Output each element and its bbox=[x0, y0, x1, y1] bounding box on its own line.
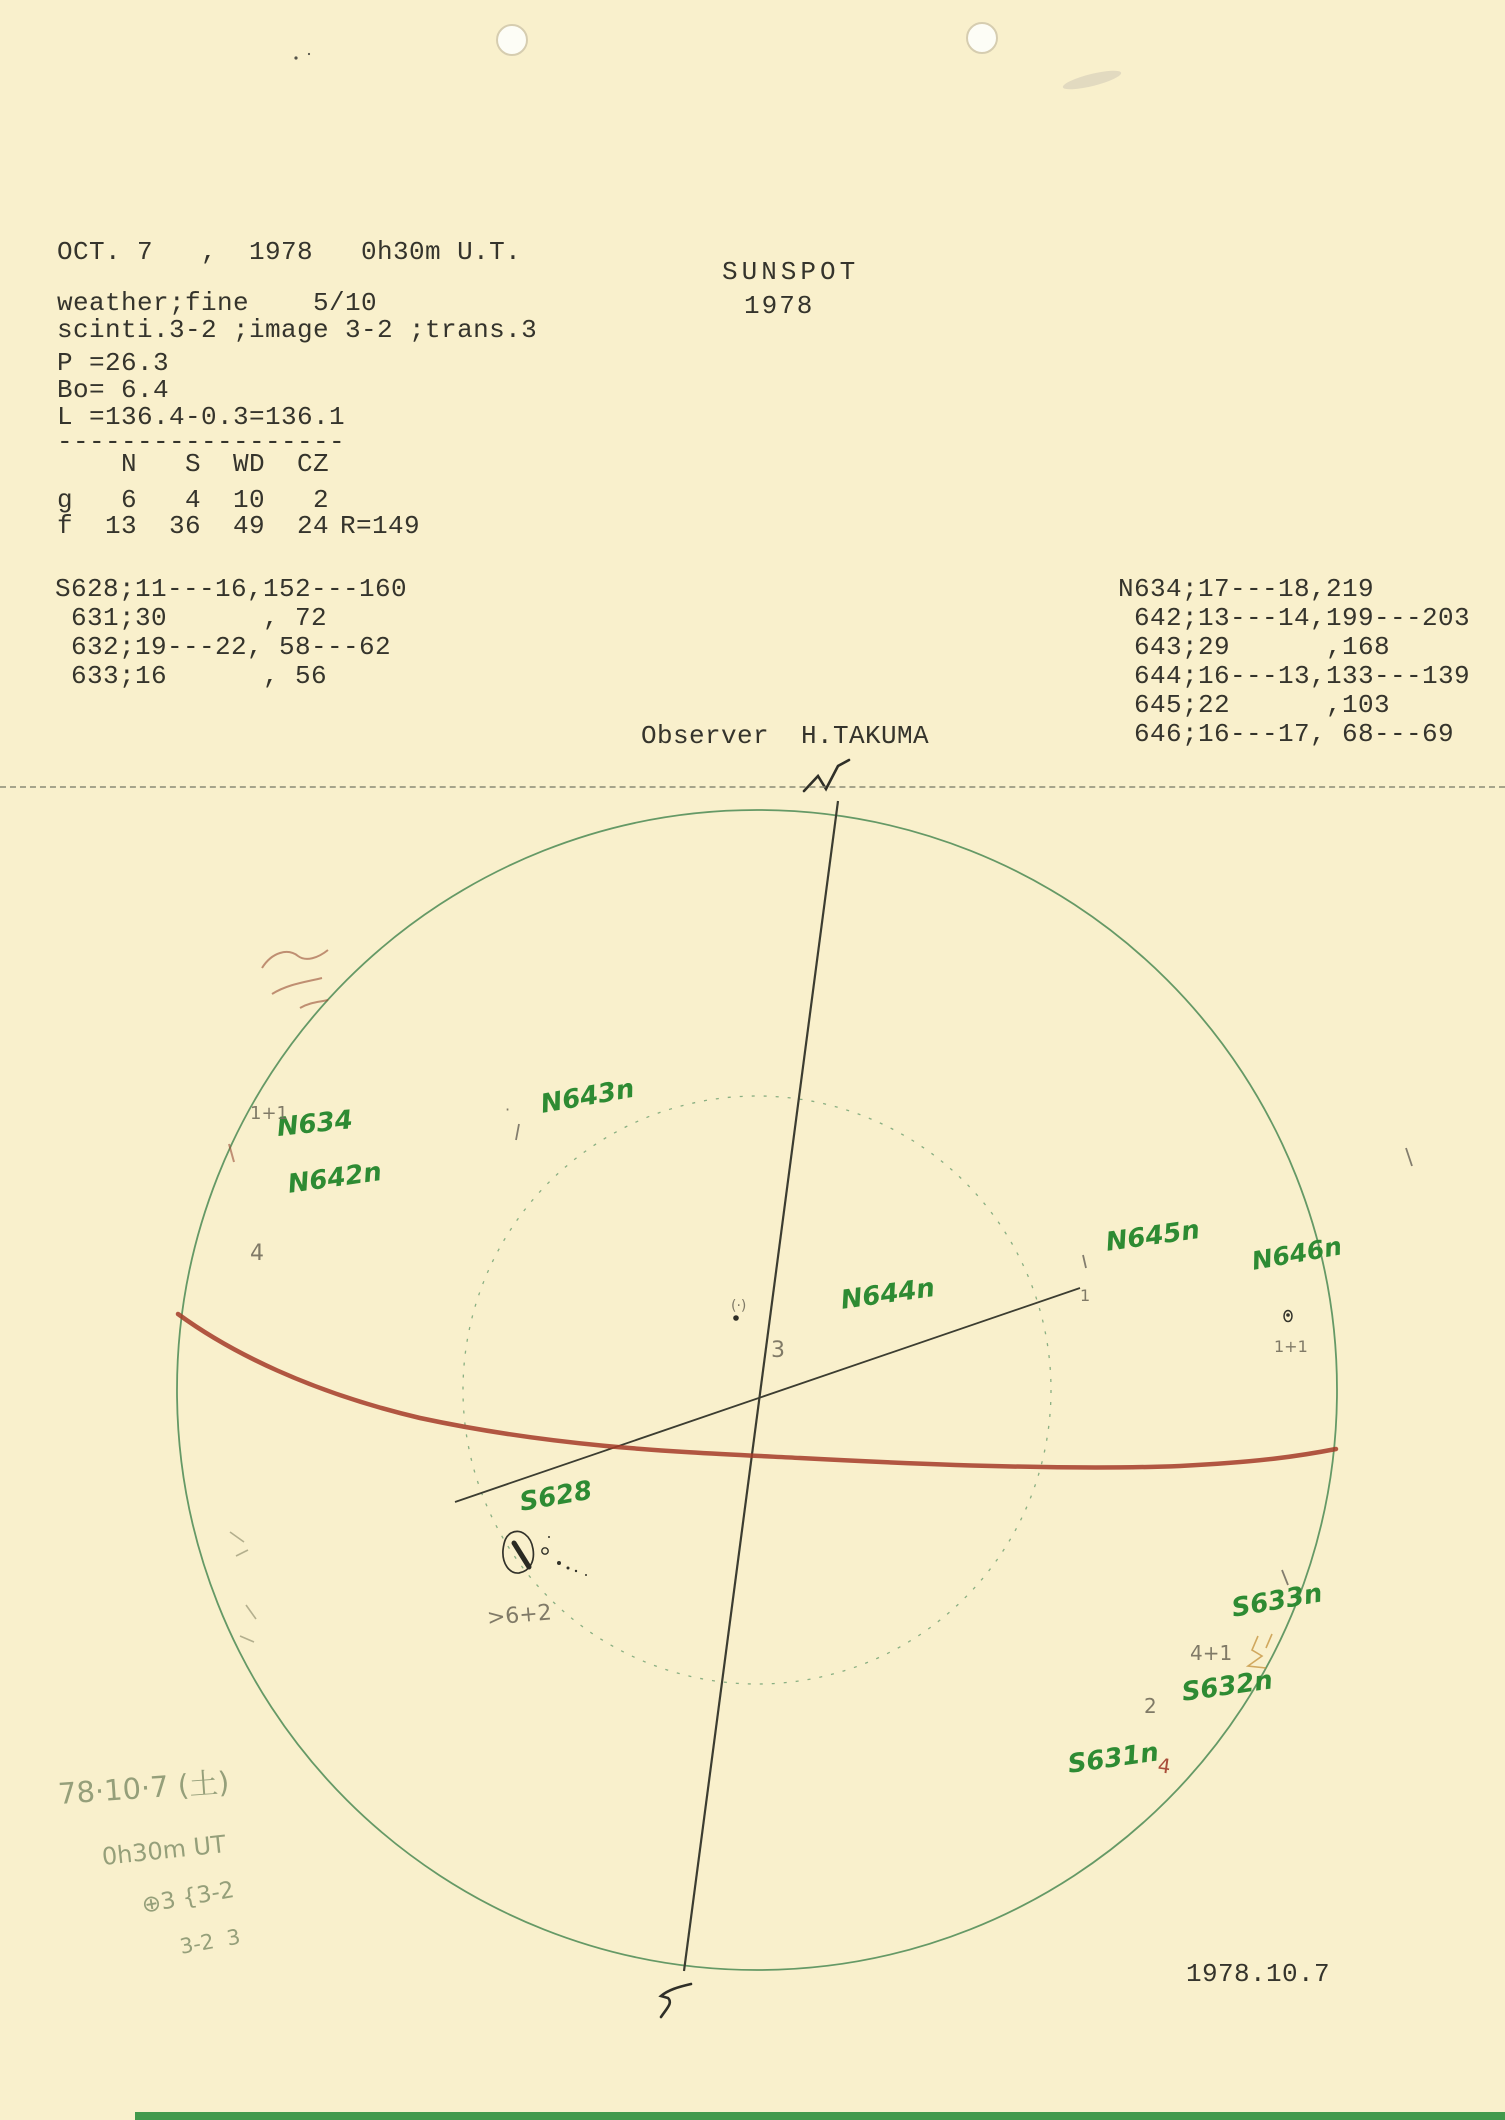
north-group-line: 642;13---14,199---203 bbox=[1118, 603, 1471, 633]
equator-axis-line bbox=[455, 1288, 1080, 1502]
pencil-count-1plus1-left: 1+1 bbox=[250, 1103, 288, 1124]
paper-speck bbox=[294, 56, 297, 59]
equator-red-line bbox=[178, 1314, 1336, 1468]
region-label-n646: N646n bbox=[1249, 1231, 1345, 1276]
sheet-title: SUNSPOT bbox=[722, 257, 860, 287]
region-label-s631: S631n bbox=[1065, 1737, 1161, 1780]
region-label-n643: N643n bbox=[538, 1073, 637, 1120]
scan-smudge bbox=[1061, 67, 1122, 93]
pencil-count-4: 4 bbox=[250, 1241, 264, 1266]
south-group-line: 632;19---22, 58---62 bbox=[55, 632, 392, 662]
paper-speck bbox=[308, 53, 310, 55]
rotation-axis-line bbox=[684, 801, 838, 1971]
stats-table-row-f: f 13 36 49 24 bbox=[57, 511, 330, 541]
region-label-s628: S628 bbox=[517, 1475, 595, 1518]
south-mark-squiggle bbox=[661, 1984, 691, 2017]
pencil-count-4plus1: 4+1 bbox=[1190, 1641, 1233, 1665]
north-group-line: 645;22 ,103 bbox=[1118, 690, 1391, 720]
pencil-dot-mark: · bbox=[505, 1100, 511, 1119]
l-angle-line: L =136.4-0.3=136.1 bbox=[57, 402, 346, 432]
region-label-n634: N634 bbox=[275, 1105, 355, 1143]
stats-table-header: N S WD CZ bbox=[57, 449, 330, 479]
region-label-n645: N645n bbox=[1103, 1214, 1202, 1258]
scanner-edge-strip bbox=[135, 2112, 1505, 2120]
sheet-title-year: 1978 bbox=[744, 291, 815, 321]
region-label-n644: N644n bbox=[838, 1272, 937, 1316]
pencil-paren-dot: (·) bbox=[731, 1298, 747, 1314]
pencil-count-3: 3 bbox=[771, 1338, 785, 1363]
seeing-line: scinti.3-2 ;image 3-2 ;trans.3 bbox=[57, 315, 538, 345]
p-angle-line: P =26.3 bbox=[57, 348, 170, 378]
south-group-line: 633;16 , 56 bbox=[55, 661, 328, 691]
punch-hole-left bbox=[497, 25, 527, 55]
stats-table-row-g: g 6 4 10 2 bbox=[57, 485, 330, 515]
south-group-line: 631;30 , 72 bbox=[55, 603, 328, 633]
region-label-n642: N642n bbox=[285, 1156, 384, 1200]
south-group-line: S628;11---16,152---160 bbox=[55, 574, 408, 604]
date-stamp: 1978.10.7 bbox=[1186, 1959, 1331, 1989]
table-divider-dashes: ------------------ bbox=[57, 427, 346, 457]
pencil-count-6plus2: >6+2 bbox=[485, 1600, 553, 1631]
pencil-count-1: 1 bbox=[1080, 1286, 1091, 1305]
pencil-count-1plus1-right: 1+1 bbox=[1274, 1337, 1308, 1356]
footer-note-scribble: ⊕3 {3-2 bbox=[139, 1876, 237, 1919]
punch-hole-right bbox=[967, 23, 997, 53]
sunspot-center-dot bbox=[733, 1315, 739, 1321]
sunspot-n646-drawing bbox=[1284, 1311, 1292, 1322]
north-group-line: 643;29 ,168 bbox=[1118, 632, 1391, 662]
sunspot-s628-drawing bbox=[503, 1531, 587, 1576]
red-count-4: 4 bbox=[1156, 1753, 1173, 1779]
observation-date-line: OCT. 7 , 1978 0h30m U.T. bbox=[57, 237, 522, 267]
region-label-s633: S633n bbox=[1229, 1578, 1325, 1624]
pencil-count-2: 2 bbox=[1144, 1694, 1157, 1718]
region-label-s632: S632n bbox=[1179, 1665, 1275, 1708]
faint-edge-marks bbox=[230, 1532, 256, 1642]
page-separator-dashed-line bbox=[0, 786, 1505, 788]
weather-line: weather;fine 5/10 bbox=[57, 288, 378, 318]
solar-disk-circle bbox=[177, 810, 1337, 1970]
footer-note-scribble: 3-2 3 bbox=[177, 1924, 243, 1959]
observer-line: Observer H.TAKUMA bbox=[641, 721, 930, 751]
north-group-line: 644;16---13,133---139 bbox=[1118, 661, 1471, 691]
footer-note-date: 78·10·7 (土) bbox=[56, 1765, 231, 1811]
north-group-line: 646;16---17, 68---69 bbox=[1118, 719, 1455, 749]
footer-note-time: 0h30m UT bbox=[100, 1830, 228, 1871]
bo-angle-line: Bo= 6.4 bbox=[57, 375, 170, 405]
inner-reference-circle bbox=[463, 1096, 1051, 1684]
relative-sunspot-number: R=149 bbox=[340, 511, 421, 541]
north-group-line: N634;17---18,219 bbox=[1118, 574, 1375, 604]
